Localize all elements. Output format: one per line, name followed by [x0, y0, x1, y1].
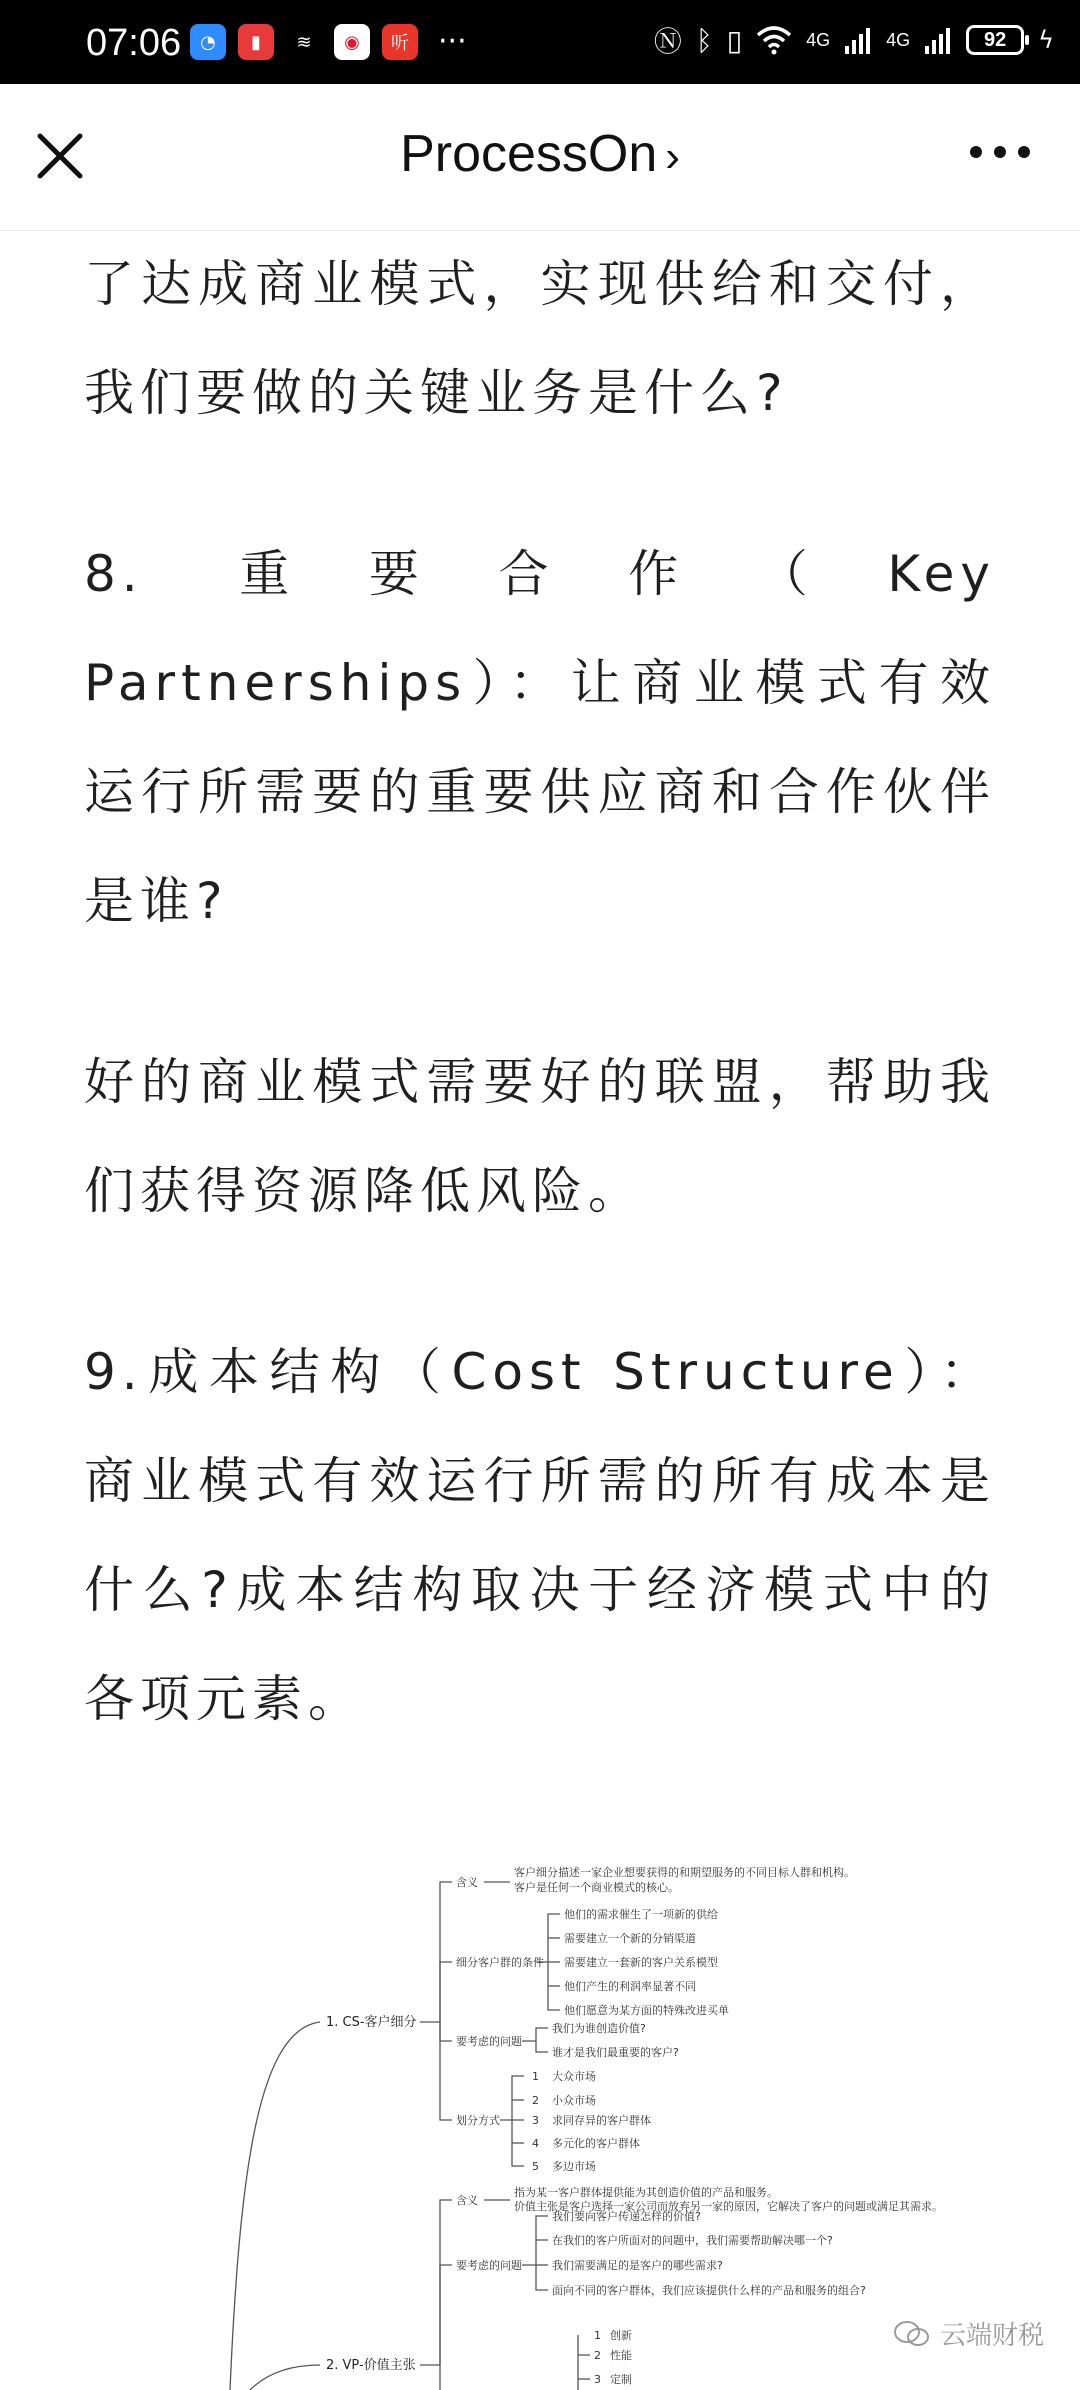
- mindmap-leaf: 我们要向客户传递怎样的价值?: [552, 2210, 701, 2223]
- mindmap-node: 含义: [456, 1876, 478, 1889]
- dot-icon: [970, 146, 982, 158]
- top-navigation-bar: [0, 84, 1080, 231]
- mindmap-node: 含义: [456, 2194, 478, 2207]
- mindmap-leaf: 多元化的客户群体: [552, 2137, 640, 2150]
- mindmap-leaf: 需要建立一套新的客户关系模型: [564, 1956, 718, 1969]
- mindmap-leaf: 小众市场: [552, 2094, 596, 2107]
- paragraph: 好的商业模式需要好的联盟，帮助我们获得资源降低风险。: [84, 1053, 996, 1220]
- notification-icons: [190, 24, 467, 60]
- status-time: 07:06: [86, 22, 182, 64]
- more-notifications-icon: ···: [438, 24, 467, 59]
- mindmap-num: 3: [532, 2114, 539, 2127]
- mindmap-leaf: 创新: [610, 2329, 632, 2342]
- mindmap-node: 要考虑的问题: [456, 2035, 522, 2048]
- account-title-link[interactable]: [0, 124, 1080, 184]
- dot-icon: [994, 146, 1006, 158]
- bluetooth-icon: ᛒ: [695, 23, 713, 57]
- mindmap-leaf: 客户细分描述一家企业想要获得的和期望服务的不同目标人群和机构。: [514, 1866, 855, 1879]
- watermark-text: 云端财税: [939, 2321, 1044, 2351]
- mindmap-num: 1: [594, 2329, 601, 2342]
- paragraph: 了达成商业模式，实现供给和交付，我们要做的关键业务是什么?: [84, 255, 996, 422]
- signal-icon: [844, 26, 872, 54]
- mindmap-leaf: 谁才是我们最重要的客户?: [552, 2046, 679, 2059]
- signal-icon-2: [924, 26, 952, 54]
- book-app-icon: ▮: [238, 24, 274, 60]
- wechat-icon: [892, 2319, 932, 2349]
- page-title: ProcessOn: [400, 125, 658, 183]
- mindmap-num: 4: [532, 2137, 539, 2150]
- mindmap-num: 5: [532, 2160, 539, 2173]
- mindmap-leaf: 我们需要满足的是客户的哪些需求?: [552, 2259, 723, 2272]
- paragraph: 9.成本结构（Cost Structure）：商业模式有效运行所需的所有成本是什么?成本结构取决于经济模式中的各项元素。: [84, 1343, 996, 1728]
- mindmap-num: 2: [532, 2094, 539, 2107]
- mindmap-leaf: 多边市场: [552, 2160, 596, 2173]
- mindmap-leaf: 客户是任何一个商业模式的核心。: [514, 1881, 679, 1894]
- paragraph: 8. 重要合作（Key Partnerships）：让商业模式有效运行所需要的重要供应商和合作伙伴是谁?: [84, 545, 996, 930]
- article-body: [84, 230, 996, 1754]
- status-bar: [0, 0, 1080, 84]
- mindmap-node: 要考虑的问题: [456, 2259, 522, 2272]
- mindmap-branch-cs: 1. CS-客户细分: [326, 2015, 417, 2030]
- mindmap-num: 1: [532, 2070, 539, 2083]
- mindmap-image[interactable]: [0, 1830, 1080, 2390]
- battery-indicator: 92: [966, 25, 1024, 55]
- s-app-icon: ≋: [286, 24, 322, 60]
- nfc-icon: Ⓝ: [653, 25, 682, 58]
- chat-app-icon: ◔: [190, 24, 226, 60]
- mindmap-leaf: 他们产生的利润率显著不同: [564, 1980, 696, 1993]
- mindmap-leaf: 他们的需求催生了一项新的供给: [564, 1908, 718, 1921]
- chevron-right-icon: ›: [665, 132, 680, 181]
- network-type-1: 4G: [806, 29, 831, 50]
- wifi-icon: [756, 25, 792, 55]
- mindmap-leaf: 我们为谁创造价值?: [552, 2022, 646, 2035]
- weibo-icon: ◉: [334, 24, 370, 60]
- mindmap-leaf: 他们愿意为某方面的特殊改进买单: [564, 2004, 729, 2017]
- mindmap-branch-vp: 2. VP-价值主张: [326, 2358, 416, 2373]
- network-type-2: 4G: [886, 29, 911, 50]
- mindmap-leaf: 指为某一客户群体提供能为其创造价值的产品和服务。: [514, 2186, 778, 2199]
- mindmap-node: 细分客户群的条件: [456, 1956, 544, 1969]
- charging-icon: ϟ: [1038, 26, 1054, 54]
- listen-app-icon: 听: [382, 24, 418, 60]
- vibrate-icon: ▯: [726, 23, 743, 57]
- dot-icon: [1018, 146, 1030, 158]
- mindmap-leaf: 需要建立一个新的分销渠道: [564, 1932, 696, 1945]
- mindmap-num: 2: [594, 2349, 601, 2362]
- mindmap-leaf: 价值主张是客户选择一家公司而放弃另一家的原因，它解决了客户的问题或满足其需求。: [514, 2200, 943, 2213]
- wechat-watermark: [892, 2315, 1044, 2352]
- mindmap-leaf: 面向不同的客户群体，我们应该提供什么样的产品和服务的组合?: [552, 2284, 866, 2297]
- more-options-button[interactable]: [970, 146, 1030, 158]
- mindmap-leaf: 大众市场: [552, 2070, 596, 2083]
- mindmap-leaf: 定制: [610, 2373, 632, 2386]
- mindmap-num: 3: [594, 2373, 601, 2386]
- mindmap-leaf: 性能: [610, 2349, 632, 2362]
- mindmap-leaf: 在我们的客户所面对的问题中，我们需要帮助解决哪一个?: [552, 2234, 833, 2247]
- mindmap-diagram: [0, 1830, 1080, 2390]
- mindmap-node: 划分方式: [456, 2114, 500, 2127]
- mindmap-leaf: 求同存异的客户群体: [552, 2114, 651, 2127]
- system-icons: [654, 20, 1054, 60]
